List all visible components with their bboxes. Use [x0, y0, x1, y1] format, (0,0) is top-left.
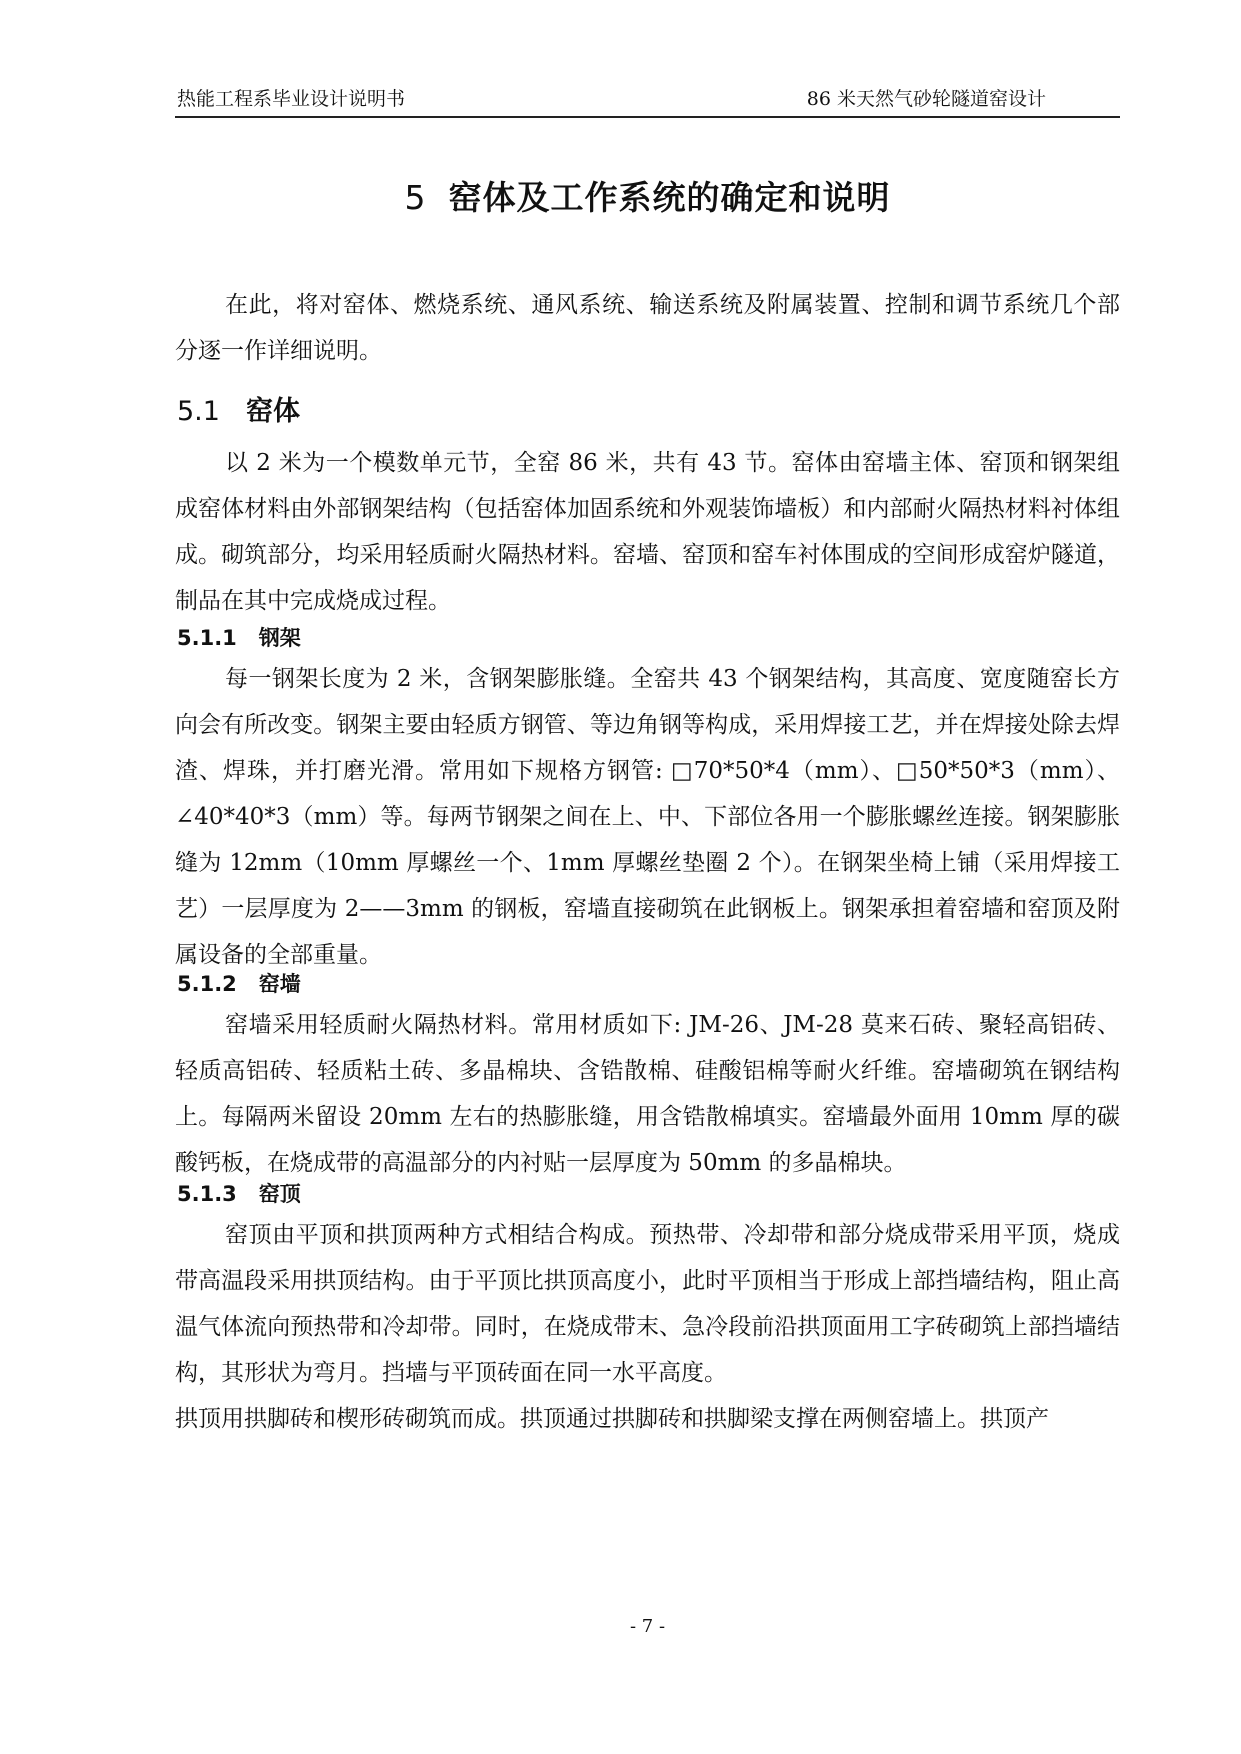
subsection-title: 钢架: [258, 626, 301, 650]
subsection-5-1-1-paragraph: 每一钢架长度为 2 米，含钢架膨胀缝。全窑共 43 个钢架结构，其高度、宽度随窑长方向会有所改变。钢架主要由轻质方钢管、等边角钢等构成，采用焊接工艺，并在焊接处除去焊渣、焊珠，并打磨光滑。常用如下规格方钢管: □70*50*4（mm）、□50*50*3（mm）、∠40*40*3（mm）等。每两节钢架之间在上、中、下部位各用一个膨胀螺丝连接。钢架膨胀缝为 12mm（10mm 厚螺丝一个、1mm 厚螺丝垫圈 2 个）。在钢架坐椅上铺（采用焊接工艺）一层厚度为 2——3mm 的钢板，窑墙直接砌筑在此钢板上。钢架承担着窑墙和窑顶及附属设备的全部重量。: [175, 666, 1120, 968]
subsection-heading-5-1-2: [177, 968, 301, 1000]
intro-paragraph: 在此，将对窑体、燃烧系统、通风系统、输送系统及附属装置、控制和调节系统几个部分逐一作详细说明。: [175, 292, 1120, 364]
subsection-5-1-3-paragraph-2: 拱顶用拱脚砖和楔形砖砌筑而成。拱顶通过拱脚砖和拱脚梁支撑在两侧窑墙上。拱顶产: [175, 1406, 1049, 1432]
subsection-number: 5.1.2: [177, 972, 237, 996]
section-title: 窑体: [245, 396, 300, 427]
subsection-heading-5-1-1: [177, 622, 301, 654]
page-number: - 7 -: [629, 1616, 666, 1637]
chapter-title: [175, 176, 1120, 220]
header-left-text: 热能工程系毕业设计说明书: [177, 88, 406, 110]
subsection-title: 窑顶: [258, 1182, 301, 1206]
subsection-5-1-3-paragraph: 窑顶由平顶和拱顶两种方式相结合构成。预热带、冷却带和部分烧成带采用平顶，烧成带高温段采用拱顶结构。由于平顶比拱顶高度小，此时平顶相当于形成上部挡墙结构，阻止高温气体流向预热带和冷却带。同时，在烧成带末、急冷段前沿拱顶面用工字砖砌筑上部挡墙结构，其形状为弯月。挡墙与平顶砖面在同一水平高度。: [175, 1222, 1120, 1386]
chapter-title-text: 窑体及工作系统的确定和说明: [448, 178, 891, 217]
subsection-title: 窑墙: [258, 972, 301, 996]
page-header: [175, 86, 1120, 118]
subsection-number: 5.1.3: [177, 1182, 237, 1206]
section-number: 5.1: [177, 396, 220, 427]
header-right-text: 86 米天然气砂轮隧道窑设计: [806, 88, 1046, 110]
chapter-number: 5: [404, 178, 427, 217]
section-heading-5-1: [177, 392, 300, 432]
subsection-5-1-2-paragraph: 窑墙采用轻质耐火隔热材料。常用材质如下: JM-26、JM-28 莫来石砖、聚轻高铝砖、轻质高铝砖、轻质粘土砖、多晶棉块、含锆散棉、硅酸铝棉等耐火纤维。窑墙砌筑在钢结构上。每隔两米留设 20mm 左右的热膨胀缝，用含锆散棉填实。窑墙最外面用 10mm 厚的碳酸钙板，在烧成带的高温部分的内衬贴一层厚度为 50mm 的多晶棉块。: [175, 1012, 1120, 1176]
section-5-1-paragraph: 以 2 米为一个模数单元节，全窑 86 米，共有 43 节。窑体由窑墙主体、窑顶和钢架组成窑体材料由外部钢架结构（包括窑体加固系统和外观装饰墙板）和内部耐火隔热材料衬体组成。砌筑部分，均采用轻质耐火隔热材料。窑墙、窑顶和窑车衬体围成的空间形成窑炉隧道，制品在其中完成烧成过程。: [175, 450, 1120, 614]
subsection-number: 5.1.1: [177, 626, 237, 650]
subsection-heading-5-1-3: [177, 1178, 301, 1210]
